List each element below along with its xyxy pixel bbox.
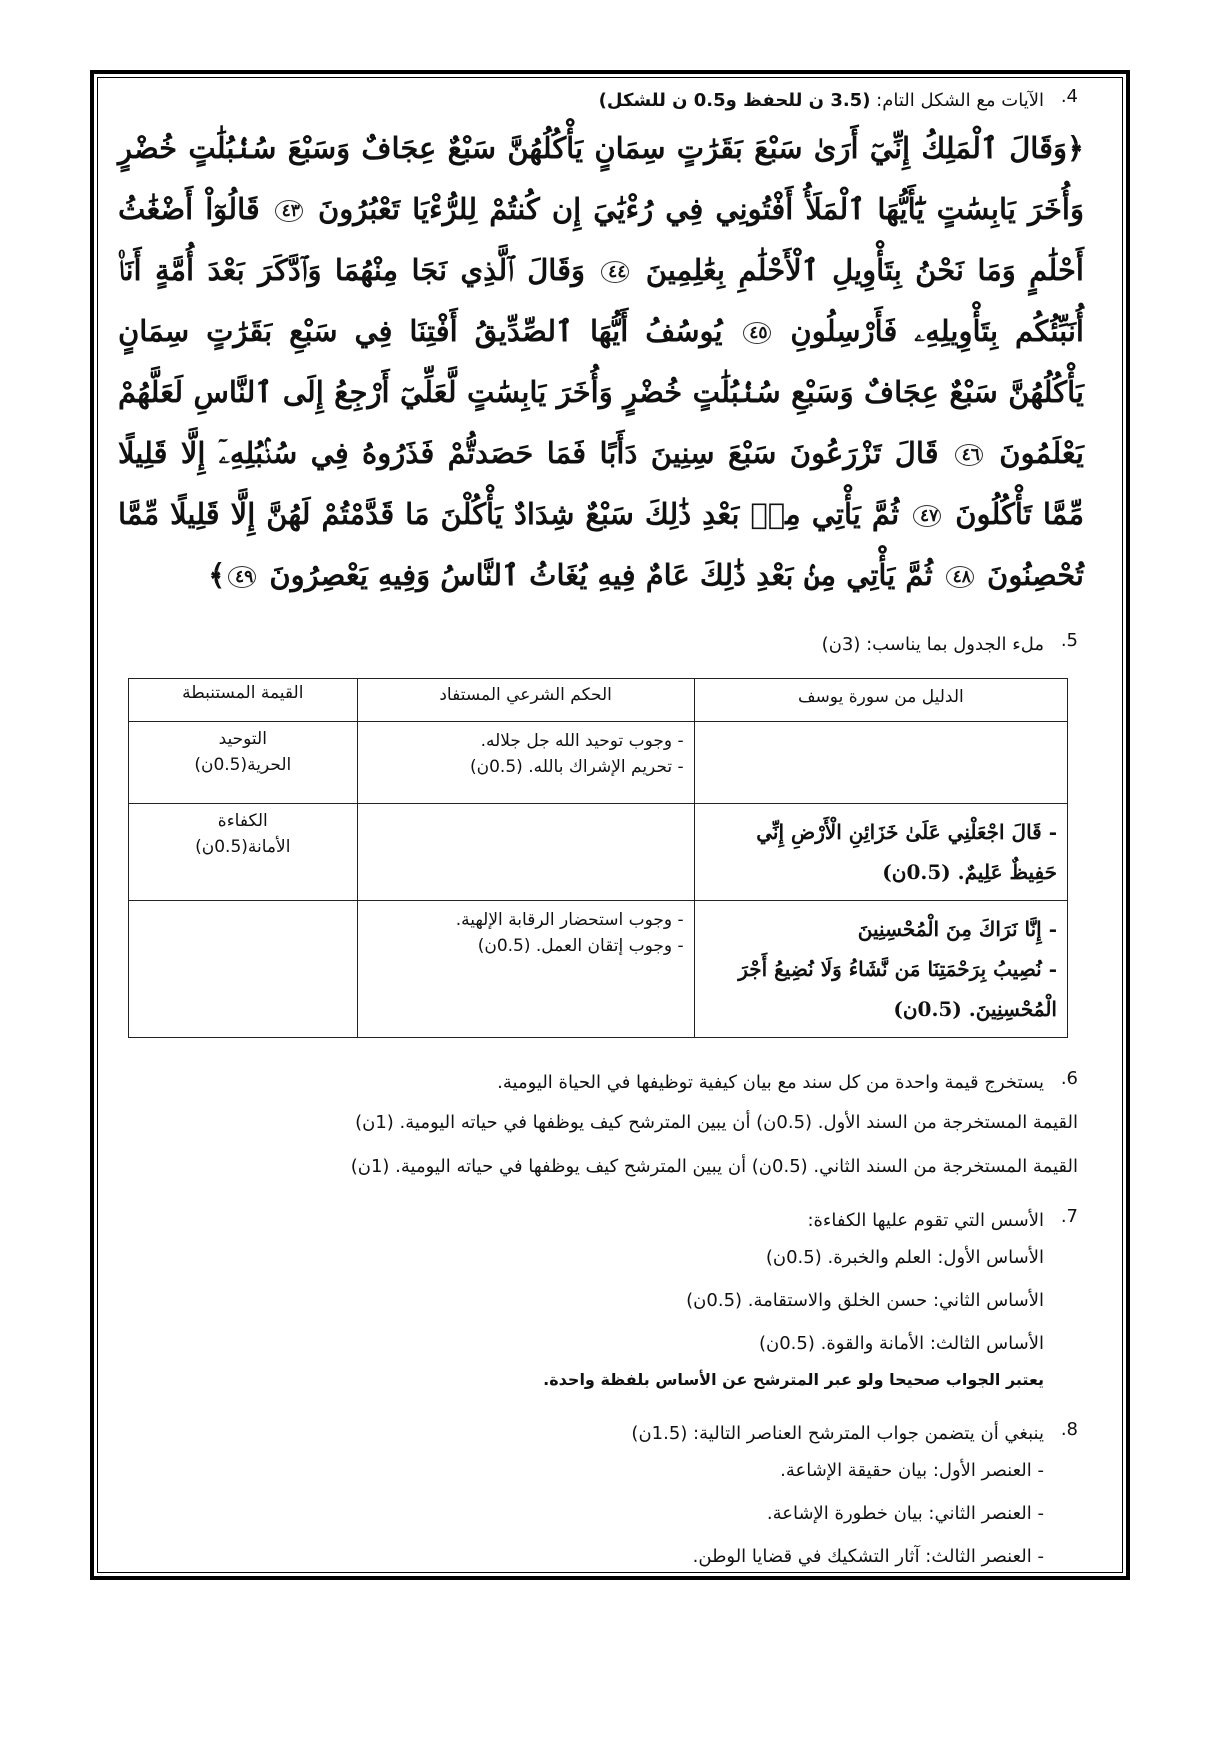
question-7-line: الأساس الثالث: الأمانة والقوة. (0.5ن) bbox=[758, 1333, 1044, 1354]
question-8-line: - العنصر الأول: بيان حقيقة الإشاعة. bbox=[780, 1460, 1044, 1481]
answer-key-content bbox=[118, 86, 1084, 1578]
evidence-line: - نُصِيبُ بِرَحْمَتِنَا مَن نَّشَاءُ وَلَا نُضِيعُ أَجْرَ bbox=[738, 957, 1057, 981]
quran-verses-yusuf bbox=[118, 118, 1084, 606]
rule-line: - وجوب استحضار الرقابة الإلهية. bbox=[455, 910, 684, 930]
rule-line: - وجوب توحيد الله جل جلاله. bbox=[480, 731, 684, 751]
table-row bbox=[129, 901, 1068, 1038]
ayah-number-marker: ٤٧ bbox=[913, 505, 941, 527]
question-7-line: الأساس الأول: العلم والخبرة. (0.5ن) bbox=[765, 1247, 1044, 1268]
ayah-number-marker: ٤٥ bbox=[743, 322, 771, 344]
question-8-number: 8. bbox=[1060, 1419, 1078, 1440]
question-6-number: 6. bbox=[1060, 1068, 1078, 1089]
verse-text: قَالُوٓاْ أَضْغَٰثُ أَحْلَٰمٍ وَمَا نَحْنُ بِتَأْوِيلِ ٱلْأَحْلَٰمِ بِعَٰلِمِينَ bbox=[118, 192, 1084, 287]
cell-evidence bbox=[694, 804, 1067, 901]
verse-text: ثُمَّ يَأْتِي مِنۢ بَعْدِ ذَٰلِكَ عَامٌ فِيهِ يُغَاثُ ٱلنَّاسُ وَفِيهِ يَعْصِرُونَ bbox=[269, 558, 933, 592]
cell-value bbox=[129, 901, 358, 1038]
question-6-line: القيمة المستخرجة من السند الثاني. (0.5ن) أن يبين المترشح كيف يوظفها في حياته اليومية. (1ن) bbox=[350, 1156, 1078, 1177]
verse-text: ﴿وَقَالَ ٱلْمَلِكُ إِنِّيٓ أَرَىٰ سَبْعَ بَقَرَٰتٍ سِمَانٍ يَأْكُلُهُنَّ سَبْعٌ عِجَافٌ وَسَبْعَ سُنۢبُلَٰتٍ خُضْرٍ وَأُخَرَ يَابِسَٰتٍ يَٰٓأَيُّهَا ٱلْمَلَأُ أَفْتُونِي فِي رُءْيَٰيَ إِن كُنتُمْ لِلرُّءْيَا تَعْبُرُونَ bbox=[118, 131, 1084, 226]
evidence-line: - إِنَّا نَرَاكَ مِنَ الْمُحْسِنِينَ bbox=[857, 917, 1057, 941]
values-table bbox=[128, 678, 1068, 1038]
header-value: القيمة المستنبطة bbox=[129, 679, 358, 722]
verse-text: وَقَالَ ٱلَّذِي نَجَا مِنْهُمَا وَٱدَّكَرَ بَعْدَ أُمَّةٍ أَنَا۠ أُنَبِّئُكُم بِتَأْوِيلِهِۦ فَأَرْسِلُونِ bbox=[118, 253, 1084, 348]
rule-line: - وجوب إتقان العمل. (0.5ن) bbox=[477, 936, 684, 956]
value-line: الحرية(0.5ن) bbox=[194, 755, 292, 775]
header-evidence: الدليل من سورة يوسف bbox=[694, 679, 1067, 722]
ayah-number-marker: ٤٨ bbox=[946, 566, 974, 588]
header-rule: الحكم الشرعي المستفاد bbox=[357, 679, 694, 722]
question-8-line: - العنصر الثاني: بيان خطورة الإشاعة. bbox=[766, 1503, 1044, 1524]
question-6-title: يستخرج قيمة واحدة من كل سند مع بيان كيفية توظيفها في الحياة اليومية. bbox=[497, 1072, 1044, 1093]
cell-evidence bbox=[694, 901, 1067, 1038]
question-8-line: - العنصر الثالث: آثار التشكيك في قضايا الوطن. bbox=[692, 1546, 1044, 1567]
question-8 bbox=[118, 1419, 1078, 1449]
cell-value bbox=[129, 722, 358, 804]
value-line: الكفاءة bbox=[217, 811, 268, 831]
question-4 bbox=[118, 86, 1078, 116]
cell-rule bbox=[357, 901, 694, 1038]
question-6-line: القيمة المستخرجة من السند الأول. (0.5ن) أن يبين المترشح كيف يوظفها في حياته اليومية. (1ن) bbox=[355, 1112, 1078, 1133]
verse-text: قَالَ تَزْرَعُونَ سَبْعَ سِنِينَ دَأَبًا فَمَا حَصَدتُّمْ فَذَرُوهُ فِي سُنۢبُلِهِۦٓ إِلَّا قَلِيلًا مِّمَّا تَأْكُلُونَ bbox=[118, 436, 1084, 531]
cell-rule bbox=[357, 804, 694, 901]
ayah-number-marker: ٤٤ bbox=[601, 261, 629, 283]
question-5 bbox=[118, 630, 1078, 660]
cell-rule bbox=[357, 722, 694, 804]
question-7 bbox=[118, 1206, 1078, 1236]
evidence-line: حَفِيظٌ عَلِيمٌ. (0.5ن) bbox=[882, 860, 1057, 884]
value-line: الأمانة(0.5ن) bbox=[195, 837, 291, 857]
question-8-title: ينبغي أن يتضمن جواب المترشح العناصر التالية: (1.5ن) bbox=[631, 1423, 1044, 1444]
question-4-number: 4. bbox=[1060, 86, 1078, 107]
question-5-number: 5. bbox=[1060, 630, 1078, 651]
question-4-title bbox=[118, 86, 1044, 116]
evidence-line: - قَالَ اجْعَلْنِي عَلَىٰ خَزَائِنِ الْأَرْضِ إِنِّي bbox=[756, 820, 1057, 844]
verse-text: ثُمَّ يَأْتِي مِنۢ بَعْدِ ذَٰلِكَ سَبْعٌ شِدَادٌ يَأْكُلْنَ مَا قَدَّمْتُمْ لَهُنَّ إِلَّا قَلِيلًا مِّمَّا تُحْصِنُونَ bbox=[118, 497, 1084, 592]
question-5-title: ملء الجدول بما يناسب: (3ن) bbox=[821, 634, 1044, 655]
ayah-number-marker: ٤٦ bbox=[955, 444, 983, 466]
table-row bbox=[129, 804, 1068, 901]
question-6-answers bbox=[118, 1104, 1112, 1186]
question-4-score: (3.5 ن للحفظ و0.5 ن للشكل) bbox=[598, 90, 871, 111]
question-7-note: يعتبر الجواب صحيحا ولو عبر المترشح عن الأساس بلفظة واحدة. bbox=[543, 1370, 1044, 1389]
question-7-number: 7. bbox=[1060, 1206, 1078, 1227]
rule-line: - تحريم الإشراك بالله. (0.5ن) bbox=[469, 757, 684, 777]
ayah-number-marker: ٤٩ bbox=[228, 566, 256, 588]
question-7-line: الأساس الثاني: حسن الخلق والاستقامة. (0.5ن) bbox=[686, 1290, 1044, 1311]
question-4-title-text: الآيات مع الشكل التام: bbox=[876, 90, 1044, 111]
evidence-line: الْمُحْسِنِينَ. (0.5ن) bbox=[893, 997, 1057, 1021]
value-line: التوحيد bbox=[218, 729, 267, 749]
cell-value bbox=[129, 804, 358, 901]
table-header-row bbox=[129, 679, 1068, 722]
table-row bbox=[129, 722, 1068, 804]
question-6 bbox=[118, 1068, 1078, 1098]
question-7-title: الأسس التي تقوم عليها الكفاءة: bbox=[807, 1210, 1044, 1231]
verse-text: يُوسُفُ أَيُّهَا ٱلصِّدِّيقُ أَفْتِنَا فِي سَبْعِ بَقَرَٰتٍ سِمَانٍ يَأْكُلُهُنَّ سَبْعٌ عِجَافٌ وَسَبْعِ سُنۢبُلَٰتٍ خُضْرٍ وَأُخَرَ يَابِسَٰتٍ لَّعَلِّيٓ أَرْجِعُ إِلَى ٱلنَّاسِ لَعَلَّهُمْ يَعْلَمُونَ bbox=[118, 314, 1084, 470]
verse-closing-bracket: ﴾ bbox=[208, 558, 226, 592]
cell-evidence bbox=[694, 722, 1067, 804]
ayah-number-marker: ٤٣ bbox=[275, 200, 303, 222]
